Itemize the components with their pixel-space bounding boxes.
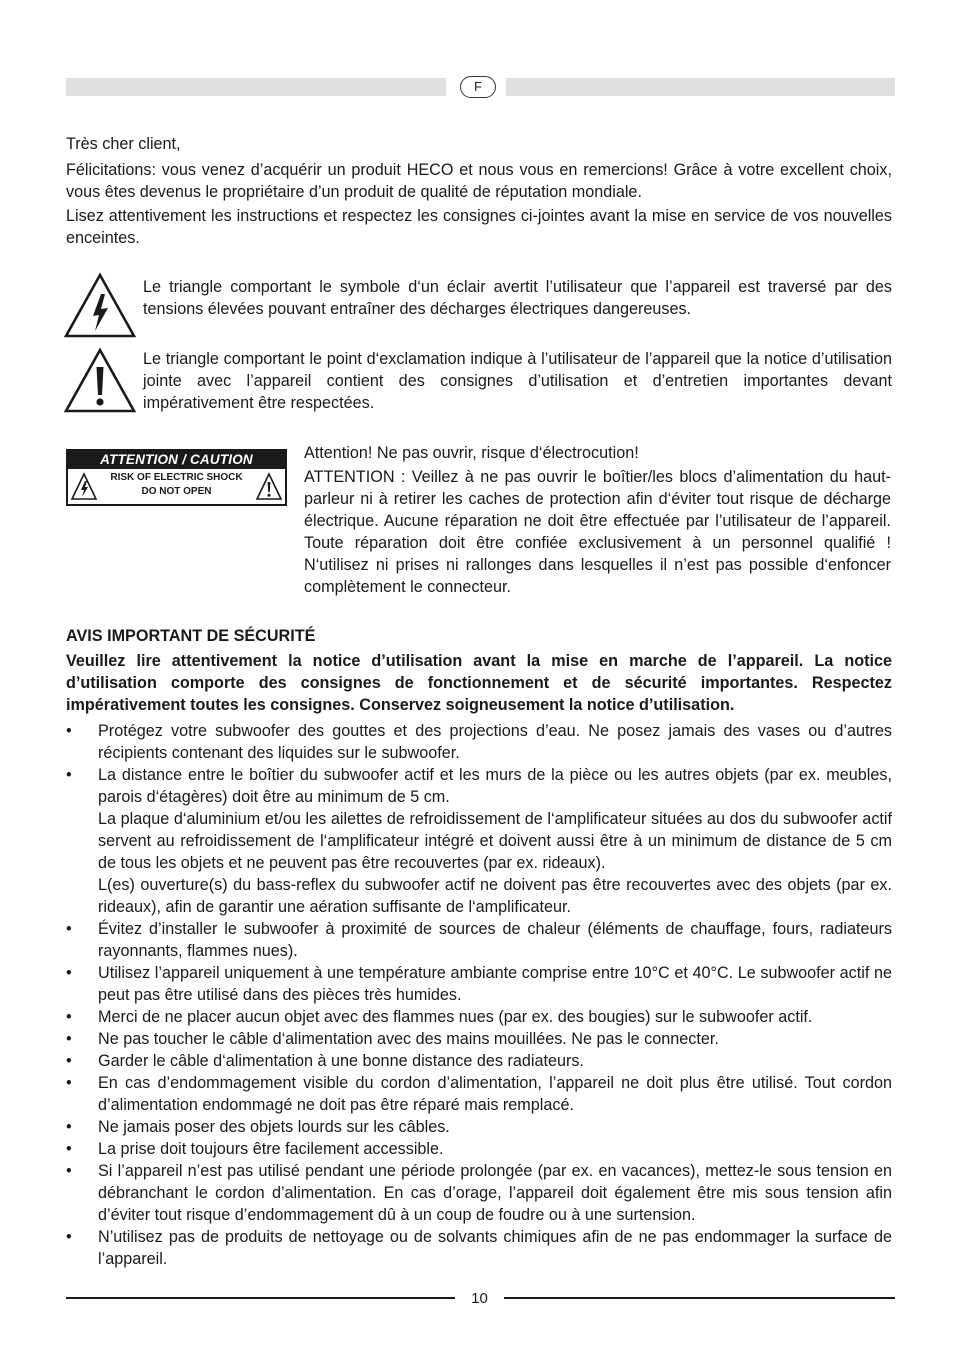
list-item-extra: L(es) ouverture(s) du bass-reflex du subwoofer actif ne doivent pas être recouvertes avec des objets (par ex. rideaux), afin de garantir une aération suffisante de l‘amplificateur.	[98, 876, 892, 916]
read-instructions-paragraph: Lisez attentivement les instructions et respectez les consignes ci-jointes avant la mise en service de vos nouvelles enceintes.	[66, 207, 892, 247]
bullet-icon: •	[66, 964, 72, 982]
language-badge: F	[460, 76, 496, 98]
safety-list	[66, 720, 892, 1270]
bullet-icon: •	[66, 722, 72, 740]
list-item: • La distance entre le boîtier du subwoofer actif et les murs de la pièce ou les autres objets (par ex. meubles, parois d‘étagères) doit être au minimum de 5 cm. La plaque d‘aluminium et/ou les ailettes de refroidissement de l‘amplificateur situées au dos du subwoofer actif servent au refroidissement de l‘amplificateur intégré et doivent aussi être à un minimum de distance de 5 cm de tous les objets et ne peuvent pas être recouvertes (par ex. rideaux). L(es) ouverture(s) du bass-reflex du subwoofer actif ne doivent pas être recouvertes avec des objets (par ex. rideaux), afin de garantir une aération suffisante de l‘amplificateur.	[66, 766, 892, 916]
bullet-icon: •	[66, 1140, 72, 1158]
caution-heading: Attention! Ne pas ouvrir, risque d‘électrocution!	[304, 444, 639, 462]
bullet-icon: •	[66, 920, 72, 938]
list-item: • Merci de ne placer aucun objet avec des flammes nues (par ex. des bougies) sur le subwoofer actif.	[66, 1008, 813, 1026]
list-item: • Évitez d’installer le subwoofer à proximité de sources de chaleur (éléments de chauffage, fours, radiateurs rayonnants, flammes nues).	[66, 920, 892, 960]
list-item: • Protégez votre subwoofer des gouttes et des projections d’eau. Ne posez jamais des vases ou d’autres récipients contenant des liquides sur le subwoofer.	[66, 722, 892, 762]
caution-label-line2: DO NOT OPEN	[141, 486, 212, 497]
bullet-icon: •	[66, 1228, 72, 1246]
list-item: • Si l’appareil n’est pas utilisé pendant une période prolongée (par ex. en vacances), mettez-le sous tension en débranchant le cordon d’alimentation. En cas d’orage, l’appareil doit également être mis sous tension afin d’éviter tout risque d’endommagement dû à un coup de foudre ou à une surtension.	[66, 1162, 892, 1224]
list-item: • N’utilisez pas de produits de nettoyage ou de solvants chimiques afin de ne pas endommager la surface de l’appareil.	[66, 1228, 892, 1268]
caution-body: ATTENTION : Veillez à ne pas ouvrir le boîtier/les blocs d’alimentation du haut-parleur ni à retirer les caches de protection afin d‘éviter tout risque de décharge électrique. Aucune réparation ne doit être effectuée par l’utilisateur de l’appareil. Toute réparation doit être confiée exclusivement à un personnel qualifié ! N‘utilisez ni prises ni rallonges dans lesquelles il n’est pas possible d‘enfoncer complètement le connecteur.	[304, 468, 891, 596]
caution-label	[66, 449, 287, 506]
bullet-icon: •	[66, 1052, 72, 1070]
congrats-paragraph: Félicitations: vous venez d’acquérir un produit HECO et nous vous en remercions! Grâce à votre excellent choix, vous êtes devenus le propriétaire d’un produit de qualité de réputation mondiale.	[66, 161, 892, 201]
lightning-warning-text: Le triangle comportant le symbole d‘un éclair avertit l’utilisateur que l’appareil est traversé par des tensions élevées pouvant entraîner des décharges électriques dangereuses.	[143, 278, 892, 318]
bullet-icon: •	[66, 1162, 72, 1180]
bullet-icon: •	[66, 1118, 72, 1136]
safety-intro: Veuillez lire attentivement la notice d’utilisation avant la mise en marche de l’appareil. La notice d’utilisation comporte des consignes de fonctionnement et de sécurité importantes. Respectez impérativement toutes les consignes. Conservez soigneusement la notice d’utilisation.	[66, 652, 892, 714]
caution-label-line1: RISK OF ELECTRIC SHOCK	[110, 472, 243, 483]
bullet-icon: •	[66, 766, 72, 784]
greeting: Très cher client,	[66, 135, 181, 153]
lightning-warning-icon	[64, 272, 136, 338]
page-number: 10	[471, 1290, 488, 1307]
exclamation-warning-icon	[64, 347, 136, 413]
bullet-icon: •	[66, 1074, 72, 1092]
list-item: • Garder le câble d‘alimentation à une bonne distance des radiateurs.	[66, 1052, 584, 1070]
bullet-icon: •	[66, 1030, 72, 1048]
caution-exclamation-icon	[255, 472, 283, 501]
list-item: • En cas d’endommagement visible du cordon d’alimentation, l’appareil ne doit plus être utilisé. Tout cordon d’alimentation endommagé ne doit pas être réparé mais remplacé.	[66, 1074, 892, 1114]
exclamation-warning-text: Le triangle comportant le point d‘exclamation indique à l’utilisateur de l’appareil que la notice d’utilisation jointe avec l’appareil contient des consignes d’utilisation et d’entretien importantes devant impérativement être respectées.	[143, 350, 892, 412]
list-item: • Ne jamais poser des objets lourds sur les câbles.	[66, 1118, 450, 1136]
caution-label-title: ATTENTION / CAUTION	[68, 451, 285, 469]
list-item: • Ne pas toucher le câble d‘alimentation avec des mains mouillées. Ne pas le connecter.	[66, 1030, 719, 1048]
list-item: • La prise doit toujours être facilement accessible.	[66, 1140, 444, 1158]
list-item-extra: La plaque d‘aluminium et/ou les ailettes de refroidissement de l‘amplificateur situées au dos du subwoofer actif servent au refroidissement de l‘amplificateur intégré et doivent aussi être à un minimum de distance de 5 cm de tous les objets et ne peuvent pas être recouvertes (par ex. rideaux).	[98, 810, 892, 872]
footer-rule-right	[504, 1297, 895, 1299]
caution-lightning-icon	[70, 472, 98, 501]
bullet-icon: •	[66, 1008, 72, 1026]
safety-title: AVIS IMPORTANT DE SÉCURITÉ	[66, 627, 316, 645]
footer-rule-left	[66, 1297, 455, 1299]
list-item: • Utilisez l’appareil uniquement à une température ambiante comprise entre 10°C et 40°C. Le subwoofer actif ne peut pas être utilisé dans des pièces très humides.	[66, 964, 892, 1004]
